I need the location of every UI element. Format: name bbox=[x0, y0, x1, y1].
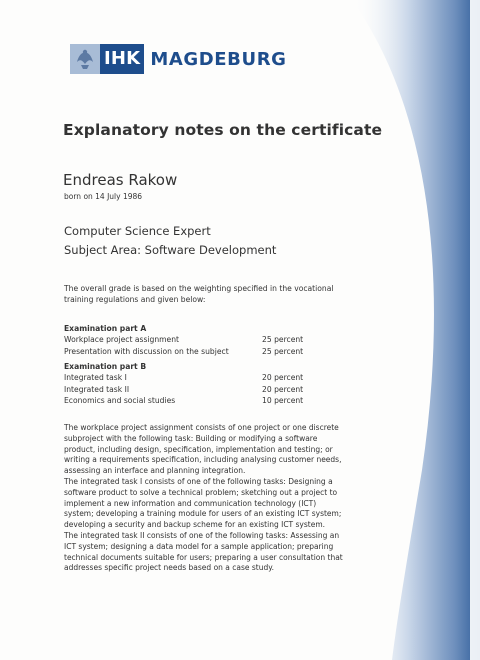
holder-name: Endreas Rakow bbox=[63, 171, 178, 189]
row-value: 20 percent bbox=[262, 384, 304, 394]
row-label: Economics and social studies bbox=[64, 396, 176, 405]
blue-edge-gradient bbox=[342, 0, 480, 660]
note-paragraph: The workplace project assignment consists of one project or one discrete subproject with the following task: Building or modifying a software product, including design, specification, implementation and testing; or writing a requirements specification, including analysing customer needs, assessing an interface and planning integration. bbox=[64, 423, 342, 476]
brand-city: MAGDEBURG bbox=[150, 48, 287, 70]
intro-paragraph: The overall grade is based on the weighting specified in the vocational training regulations and given below: bbox=[64, 284, 334, 304]
table-row bbox=[64, 384, 314, 396]
row-value: 10 percent bbox=[262, 396, 304, 405]
note-paragraph: The integrated task II consists of one of the following tasks: Assessing an ICT system; designing a data model for a sample application; preparing technical documents suitable for users; preparing a user consultation that addresses specific project needs based on a case study. bbox=[64, 530, 343, 573]
table-row bbox=[64, 372, 314, 384]
subject-area: Subject Area: Software Development bbox=[64, 243, 277, 257]
row-label: Integrated task I bbox=[64, 373, 127, 382]
eagle-seal-icon bbox=[70, 44, 100, 74]
table-row bbox=[64, 346, 314, 358]
row-value: 25 percent bbox=[262, 346, 304, 356]
row-label: Integrated task II bbox=[64, 384, 130, 394]
birth-date: born on 14 July 1986 bbox=[64, 192, 143, 201]
row-value: 25 percent bbox=[262, 335, 304, 344]
row-value: 20 percent bbox=[262, 373, 304, 382]
row-label: Presentation with discussion on the subject bbox=[64, 346, 229, 356]
explanatory-notes bbox=[64, 423, 346, 574]
row-label: Workplace project assignment bbox=[64, 335, 180, 344]
qualification-title: Computer Science Expert bbox=[64, 224, 211, 238]
ihk-logo bbox=[70, 44, 287, 74]
exam-part-b bbox=[64, 361, 314, 407]
part-a-heading: Examination part A bbox=[64, 324, 147, 333]
part-b-heading: Examination part B bbox=[64, 362, 147, 371]
brand-box: IHK bbox=[100, 44, 144, 74]
table-row bbox=[64, 395, 314, 407]
exam-part-a bbox=[64, 323, 314, 357]
table-row bbox=[64, 334, 314, 346]
page-title: Explanatory notes on the certificate bbox=[63, 121, 383, 139]
note-paragraph: The integrated task I consists of one of the following tasks: Designing a software product to solve a technical problem; sketching out a project to implement a new information and communication technology (ICT) system; developing a training module for users of an existing ICT system; developing a security and backup scheme for an existing ICT system. bbox=[64, 476, 342, 530]
